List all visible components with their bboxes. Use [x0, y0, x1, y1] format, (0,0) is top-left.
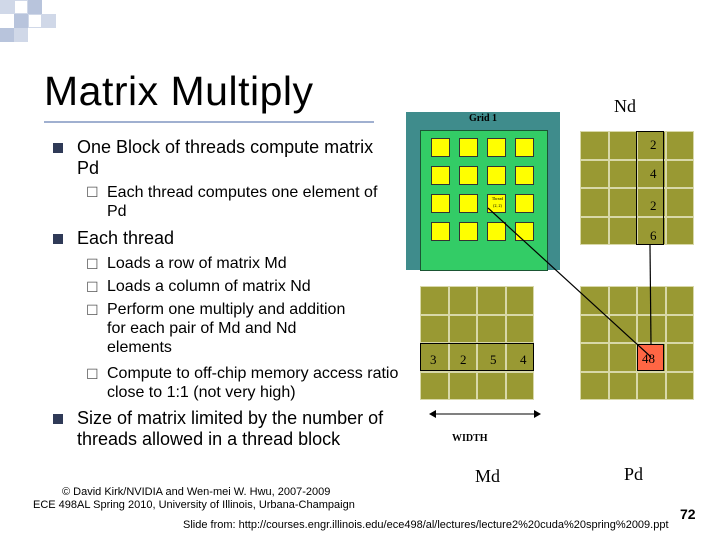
sub-bullet-access-ratio: Compute to off-chip memory access ratio close to 1:1 (not very high) — [107, 365, 399, 401]
sub-bullet-loads-row: Loads a row of matrix Md — [107, 255, 287, 272]
sub-bullet-each-thread-computes: Each thread computes one element of Pd — [107, 184, 378, 220]
footer-source-link[interactable]: Slide from: http://courses.engr.illinois.edu/ece498/al/lectures/lecture2%20cuda%20spring%2009.ppt — [183, 519, 669, 531]
nd-value-2: 4 — [650, 166, 657, 181]
bullet-size-limited: Size of matrix limited by the number of threads allowed in a thread block — [77, 408, 384, 449]
footer-course: ECE 498AL Spring 2010, University of Illinois, Urbana-Champaign — [33, 499, 355, 511]
sub-bullet-multiply-add: Perform one multiply and addition for each pair of Md and Nd elements — [107, 301, 346, 356]
footer-copyright: © David Kirk/NVIDIA and Wen-mei W. Hwu, 2007-2009 — [62, 486, 331, 498]
page-number: 72 — [680, 506, 696, 522]
slide-title: Matrix Multiply — [44, 68, 314, 114]
sub-bullet-icon: ☐ — [86, 256, 99, 272]
connector-nd-to-pd — [650, 245, 651, 345]
width-label: WIDTH — [452, 433, 488, 444]
nd-value-3: 2 — [650, 198, 657, 213]
nd-value-4: 6 — [650, 228, 657, 243]
md-label: Md — [475, 466, 501, 486]
sub-bullet-icon: ☐ — [86, 279, 99, 295]
md-value-3: 5 — [490, 352, 497, 367]
grid-label: Grid 1 — [468, 113, 498, 124]
thread-label: Thread — [491, 196, 504, 201]
bullet-one-block: One Block of threads compute matrix Pd — [77, 137, 374, 178]
md-value-1: 3 — [430, 352, 437, 367]
bullet-each-thread: Each thread — [77, 228, 175, 248]
pd-value: 48 — [642, 351, 655, 366]
thread-index: (2, 2) — [493, 203, 502, 208]
nd-label: Nd — [614, 96, 636, 116]
sub-bullet-icon: ☐ — [86, 366, 99, 382]
connector-thread-to-pd — [488, 208, 651, 357]
pd-label: Pd — [624, 464, 644, 484]
sub-bullet-icon: ☐ — [86, 302, 99, 318]
sub-bullet-loads-column: Loads a column of matrix Nd — [107, 278, 311, 295]
md-value-2: 2 — [460, 352, 467, 367]
width-arrow — [429, 410, 541, 418]
md-value-4: 4 — [520, 352, 527, 367]
nd-value-1: 2 — [650, 137, 657, 152]
sub-bullet-icon: ☐ — [86, 184, 99, 200]
